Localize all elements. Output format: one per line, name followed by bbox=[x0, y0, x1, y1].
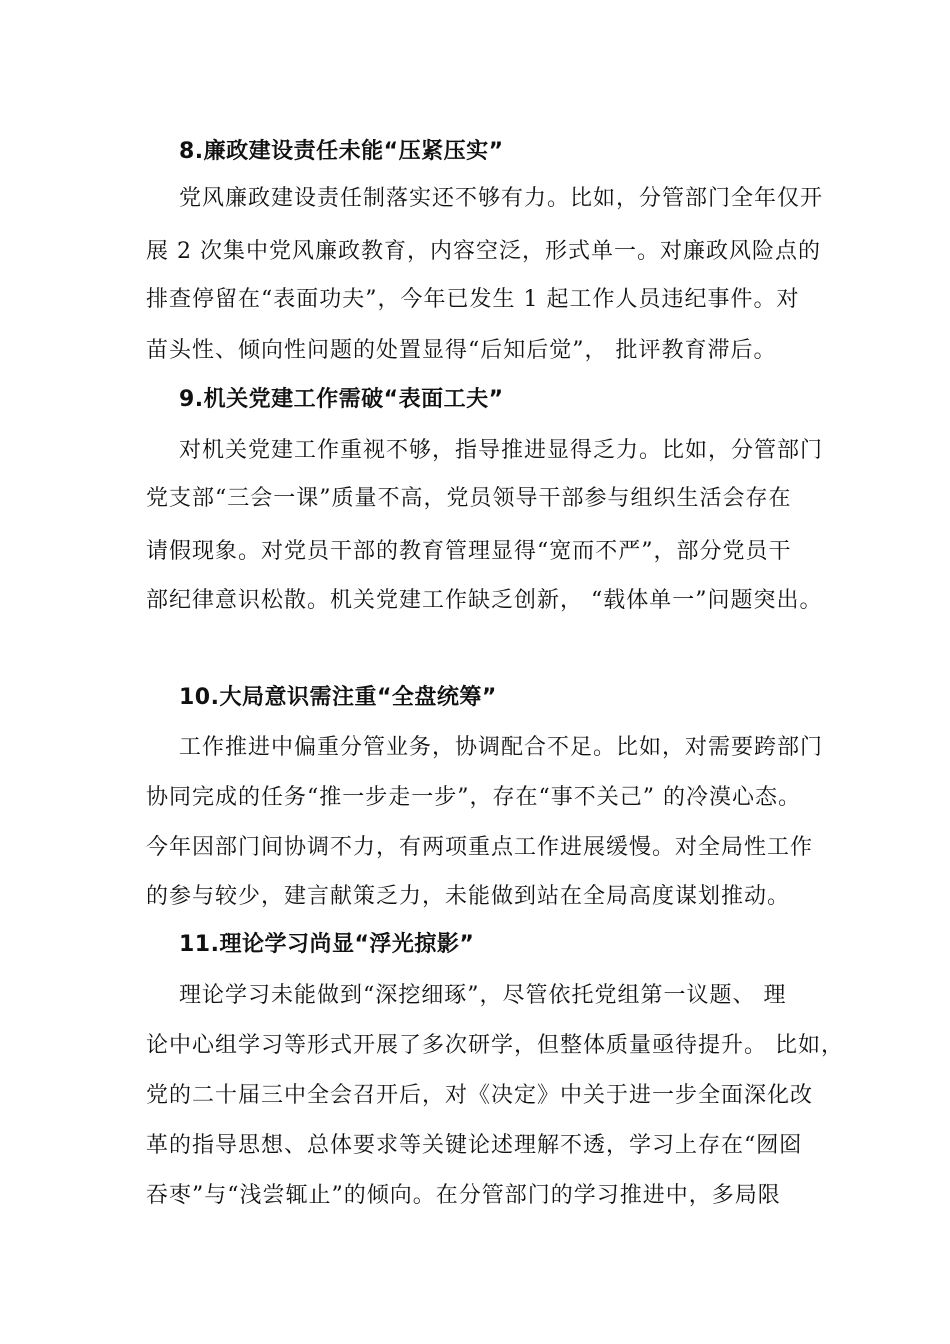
section-8-heading: 8.廉政建设责任未能“压紧压实” bbox=[179, 139, 504, 164]
section-8-line-4: 苗头性、倾向性问题的处置显得“后知后觉”， 批评教育滞后。 bbox=[146, 338, 777, 363]
section-10-line-2: 协同完成的任务“推一步走一步”，存在“事不关己” 的冷漠心态。 bbox=[146, 785, 801, 810]
section-9-line-2: 党支部“三会一课”质量不高，党员领导干部参与组织生活会存在 bbox=[146, 486, 792, 511]
section-9-heading: 9.机关党建工作需破“表面工夫” bbox=[179, 387, 504, 412]
section-10-line-4: 的参与较少，建言献策乏力，未能做到站在全局高度谋划推动。 bbox=[146, 884, 791, 909]
section-11-line-3: 党的二十届三中全会召开后，对《决定》中关于进一步全面深化改 bbox=[146, 1083, 814, 1108]
section-8-line-2: 展 2 次集中党风廉政教育，内容空泛，形式单一。对廉政风险点的 bbox=[146, 239, 821, 264]
section-11-line-1: 理论学习未能做到“深挖细琢”，尽管依托党组第一议题、 理 bbox=[179, 983, 787, 1008]
section-10-heading: 10.大局意识需注重“全盘统筹” bbox=[179, 685, 497, 710]
section-10-line-3: 今年因部门间协调不力，有两项重点工作进展缓慢。对全局性工作 bbox=[146, 835, 814, 860]
section-9-line-1: 对机关党建工作重视不够，指导推进显得乏力。比如，分管部门 bbox=[179, 438, 824, 463]
section-9-line-3: 请假现象。对党员干部的教育管理显得“宽而不严”，部分党员干 bbox=[146, 539, 792, 564]
section-11-heading: 11.理论学习尚显“浮光掠影” bbox=[179, 932, 475, 957]
section-8-line-1: 党风廉政建设责任制落实还不够有力。比如，分管部门全年仅开 bbox=[179, 186, 824, 211]
section-8-line-3: 排查停留在“表面功夫”，今年已发生 1 起工作人员违纪事件。对 bbox=[146, 287, 800, 312]
section-9-line-4: 部纪律意识松散。机关党建工作缺乏创新， “载体单一”问题突出。 bbox=[146, 588, 823, 613]
section-11-line-5: 吞枣”与“浅尝辄止”的倾向。在分管部门的学习推进中，多局限 bbox=[146, 1183, 781, 1208]
section-11-line-4: 革的指导思想、总体要求等关键论述理解不透，学习上存在“囫囵 bbox=[146, 1133, 803, 1158]
section-10-line-1: 工作推进中偏重分管业务，协调配合不足。比如，对需要跨部门 bbox=[179, 735, 824, 760]
section-11-line-2: 论中心组学习等形式开展了多次研学，但整体质量亟待提升。 比如， bbox=[146, 1033, 844, 1058]
